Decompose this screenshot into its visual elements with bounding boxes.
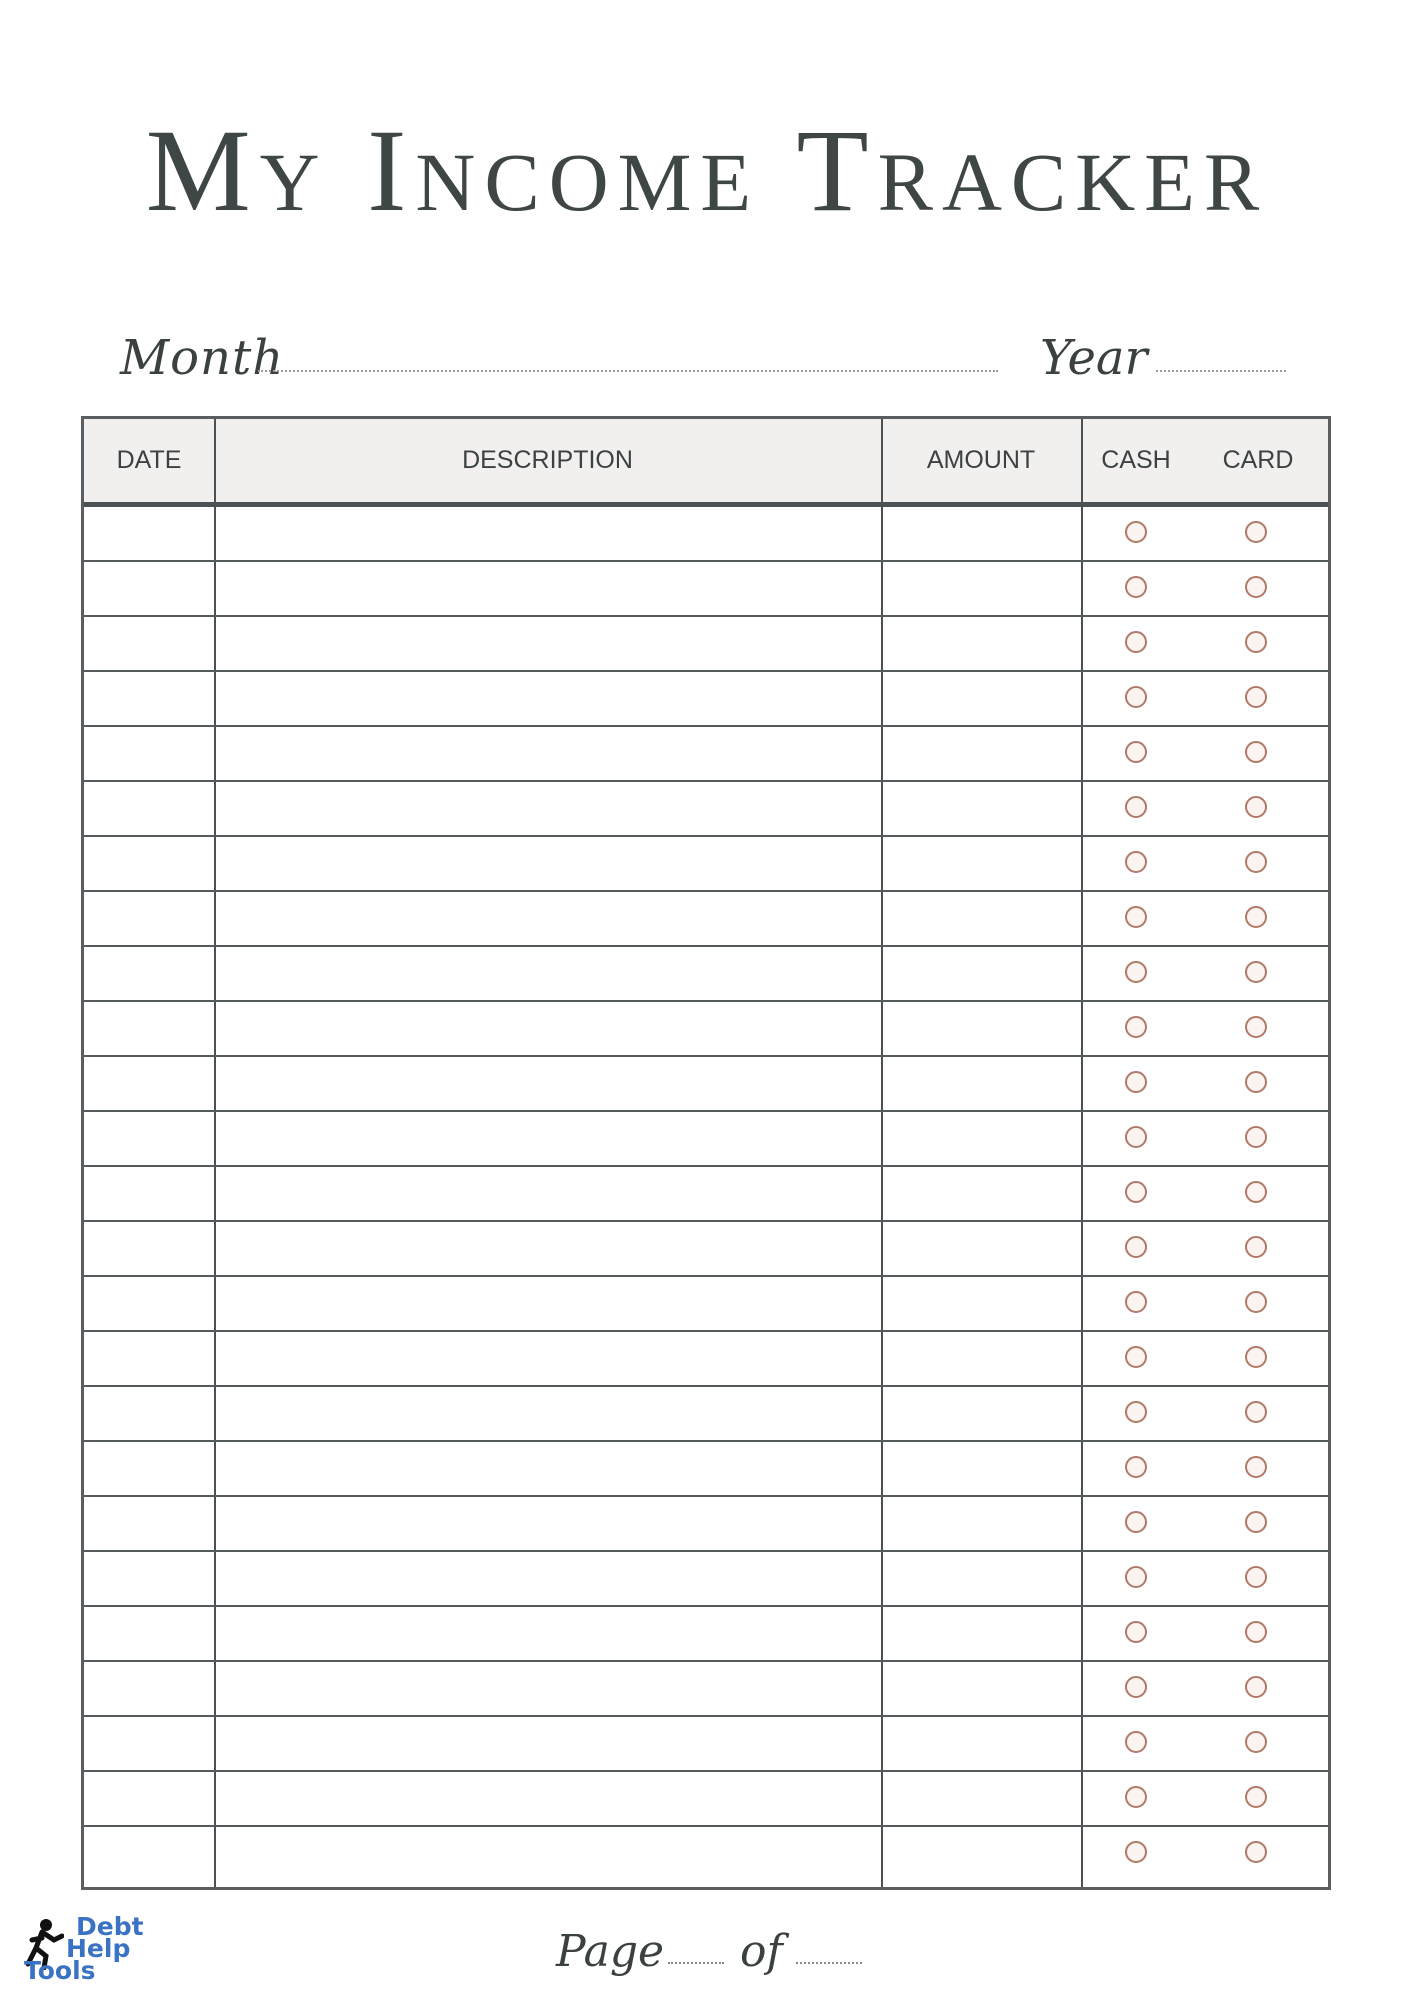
card-radio[interactable] [1245, 1016, 1267, 1038]
card-radio[interactable] [1245, 686, 1267, 708]
cash-radio[interactable] [1125, 1016, 1147, 1038]
income-table [81, 416, 1331, 1890]
table-row[interactable] [84, 1222, 1328, 1277]
card-radio[interactable] [1245, 1291, 1267, 1313]
cash-radio[interactable] [1125, 851, 1147, 873]
table-row[interactable] [84, 837, 1328, 892]
table-row[interactable] [84, 1717, 1328, 1772]
table-row[interactable] [84, 1662, 1328, 1717]
card-radio[interactable] [1245, 1401, 1267, 1423]
of-label: of [740, 1926, 783, 1977]
card-radio[interactable] [1245, 796, 1267, 818]
cash-radio[interactable] [1125, 1566, 1147, 1588]
card-radio[interactable] [1245, 1181, 1267, 1203]
card-radio[interactable] [1245, 1676, 1267, 1698]
cash-radio[interactable] [1125, 1181, 1147, 1203]
cash-radio[interactable] [1125, 1731, 1147, 1753]
table-row[interactable] [84, 782, 1328, 837]
card-radio[interactable] [1245, 631, 1267, 653]
card-radio[interactable] [1245, 1126, 1267, 1148]
header-amount: AMOUNT [926, 446, 1036, 474]
cash-radio[interactable] [1125, 906, 1147, 928]
table-row[interactable] [84, 1827, 1328, 1882]
cash-radio[interactable] [1125, 796, 1147, 818]
logo-text-tools: Tools [24, 1956, 96, 1985]
table-row[interactable] [84, 672, 1328, 727]
header-description: DESCRIPTION [462, 446, 633, 474]
month-input-line[interactable] [258, 370, 998, 372]
month-label: Month [120, 330, 285, 386]
card-radio[interactable] [1245, 1346, 1267, 1368]
logo-text-help: Help [66, 1934, 131, 1963]
card-radio[interactable] [1245, 851, 1267, 873]
table-body [84, 507, 1328, 1882]
cash-radio[interactable] [1125, 1456, 1147, 1478]
table-row[interactable] [84, 1277, 1328, 1332]
table-row[interactable] [84, 1167, 1328, 1222]
cash-radio[interactable] [1125, 631, 1147, 653]
card-radio[interactable] [1245, 906, 1267, 928]
cash-radio[interactable] [1125, 1236, 1147, 1258]
card-radio[interactable] [1245, 741, 1267, 763]
cash-radio[interactable] [1125, 1841, 1147, 1863]
table-row[interactable] [84, 1607, 1328, 1662]
card-radio[interactable] [1245, 1236, 1267, 1258]
cash-radio[interactable] [1125, 1346, 1147, 1368]
table-row[interactable] [84, 1497, 1328, 1552]
page-label: Page [556, 1926, 665, 1977]
cash-radio[interactable] [1125, 1071, 1147, 1093]
cash-radio[interactable] [1125, 1511, 1147, 1533]
header-date: DATE [116, 446, 182, 474]
card-radio[interactable] [1245, 1786, 1267, 1808]
table-row[interactable] [84, 562, 1328, 617]
card-radio[interactable] [1245, 1841, 1267, 1863]
page-number-line[interactable] [668, 1962, 724, 1964]
card-radio[interactable] [1245, 521, 1267, 543]
card-radio[interactable] [1245, 1071, 1267, 1093]
table-row[interactable] [84, 507, 1328, 562]
table-row[interactable] [84, 1112, 1328, 1167]
table-row[interactable] [84, 1387, 1328, 1442]
cash-radio[interactable] [1125, 961, 1147, 983]
table-row[interactable] [84, 947, 1328, 1002]
cash-radio[interactable] [1125, 576, 1147, 598]
header-card: CARD [1222, 446, 1294, 474]
year-label: Year [1040, 330, 1148, 386]
card-radio[interactable] [1245, 1621, 1267, 1643]
cash-radio[interactable] [1125, 1401, 1147, 1423]
card-radio[interactable] [1245, 1456, 1267, 1478]
cash-radio[interactable] [1125, 1291, 1147, 1313]
table-header [84, 419, 1328, 507]
header-cash: CASH [1101, 446, 1171, 474]
cash-radio[interactable] [1125, 1126, 1147, 1148]
card-radio[interactable] [1245, 1566, 1267, 1588]
table-row[interactable] [84, 617, 1328, 672]
table-row[interactable] [84, 892, 1328, 947]
page-total-line[interactable] [796, 1962, 862, 1964]
cash-radio[interactable] [1125, 1676, 1147, 1698]
table-row[interactable] [84, 1442, 1328, 1497]
cash-radio[interactable] [1125, 686, 1147, 708]
cash-radio[interactable] [1125, 521, 1147, 543]
table-row[interactable] [84, 1552, 1328, 1607]
table-row[interactable] [84, 1332, 1328, 1387]
logo-text-debt: Debt [76, 1912, 144, 1941]
page-title: My Income Tracker [145, 105, 1269, 236]
table-row[interactable] [84, 727, 1328, 782]
cash-radio[interactable] [1125, 1786, 1147, 1808]
cash-radio[interactable] [1125, 1621, 1147, 1643]
table-row[interactable] [84, 1057, 1328, 1112]
table-row[interactable] [84, 1772, 1328, 1827]
cash-radio[interactable] [1125, 741, 1147, 763]
year-input-line[interactable] [1156, 370, 1286, 372]
card-radio[interactable] [1245, 576, 1267, 598]
card-radio[interactable] [1245, 1731, 1267, 1753]
card-radio[interactable] [1245, 1511, 1267, 1533]
table-row[interactable] [84, 1002, 1328, 1057]
card-radio[interactable] [1245, 961, 1267, 983]
debt-help-tools-logo [24, 1912, 154, 1985]
